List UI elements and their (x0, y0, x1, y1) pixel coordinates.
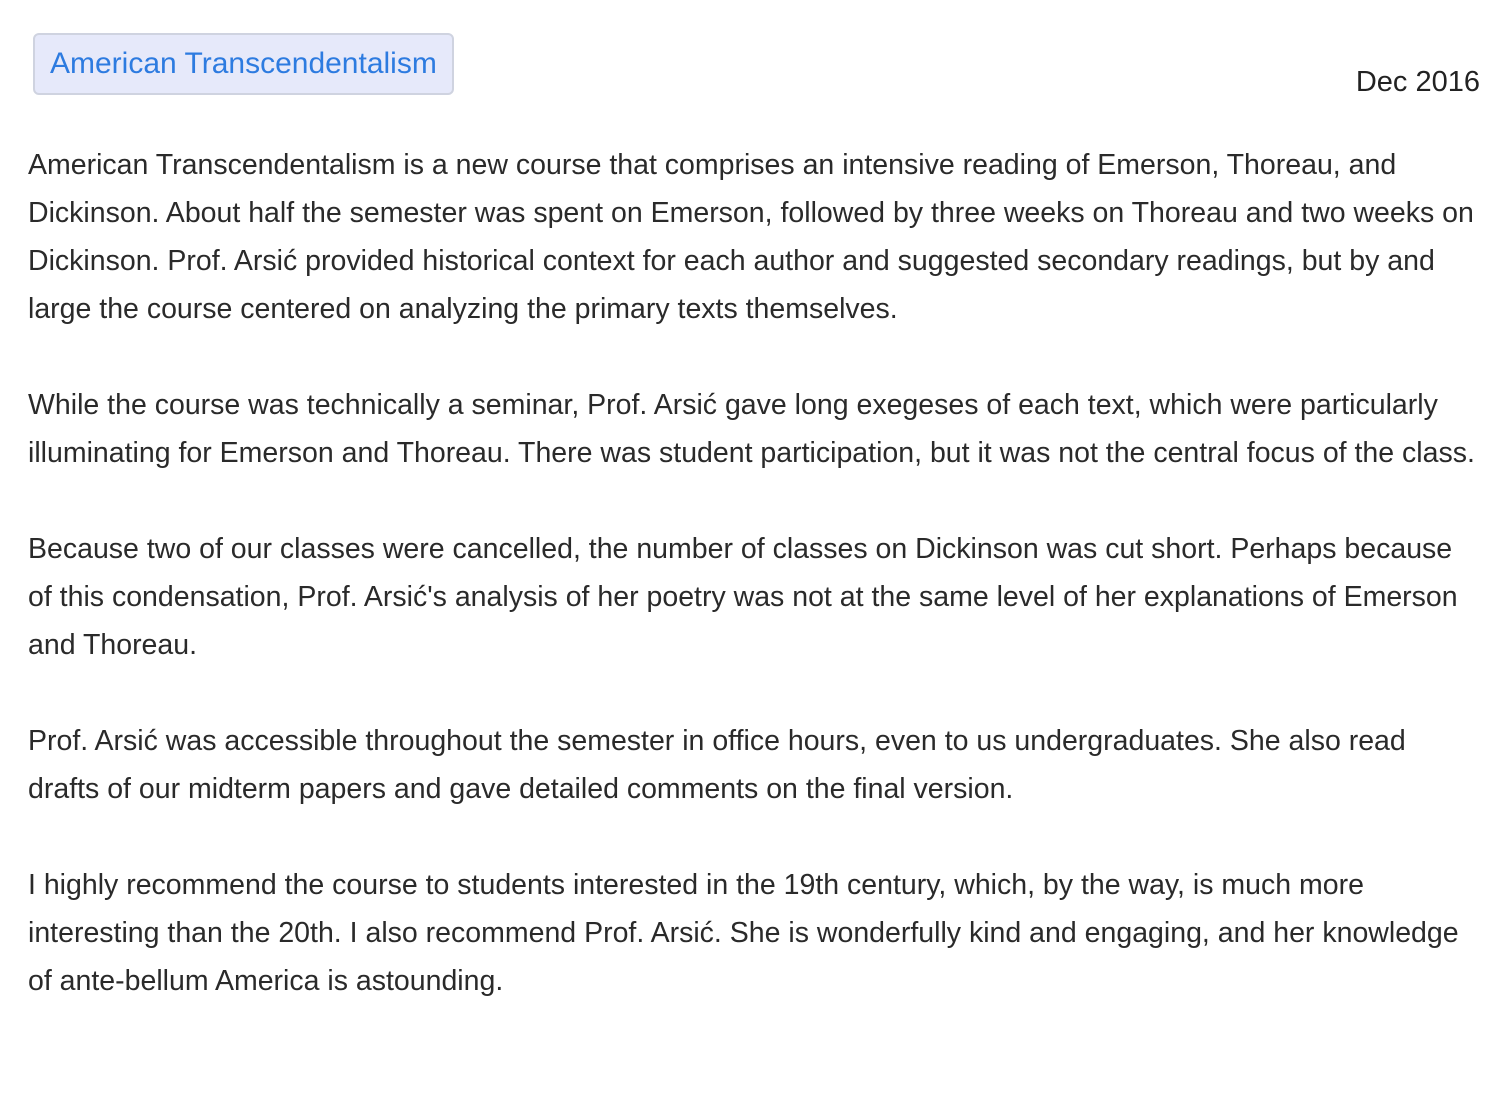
review-paragraph: While the course was technically a seminar, Prof. Arsić gave long exegeses of each text, which were particularly illuminating for Emerson and Thoreau. There was student participation, but it was not the central focus of the class. (28, 389, 1475, 469)
review-date: Dec 2016 (1355, 66, 1480, 98)
course-tag-link[interactable]: American Transcendentalism (33, 33, 454, 95)
review-body (28, 141, 1480, 1005)
review-card (28, 33, 1480, 1005)
review-paragraph: Because two of our classes were cancelled, the number of classes on Dickinson was cut short. Perhaps because of this condensation, Prof. Arsić's analysis of her poetry was not at the same level of her explanations of Emerson and Thoreau. (28, 533, 1458, 661)
review-paragraph: American Transcendentalism is a new course that comprises an intensive reading of Emerson, Thoreau, and Dickinson. About half the semester was spent on Emerson, followed by three weeks on Thoreau and two weeks on Dickinson. Prof. Arsić provided historical context for each author and suggested secondary readings, but by and large the course centered on analyzing the primary texts themselves. (28, 149, 1474, 325)
review-paragraph: Prof. Arsić was accessible throughout the semester in office hours, even to us undergraduates. She also read drafts of our midterm papers and gave detailed comments on the final version. (28, 725, 1406, 805)
review-header (28, 33, 1480, 97)
review-paragraph: I highly recommend the course to students interested in the 19th century, which, by the way, is much more interesting than the 20th. I also recommend Prof. Arsić. She is wonderfully kind and engaging, and her knowledge of ante-bellum America is astounding. (28, 869, 1459, 997)
